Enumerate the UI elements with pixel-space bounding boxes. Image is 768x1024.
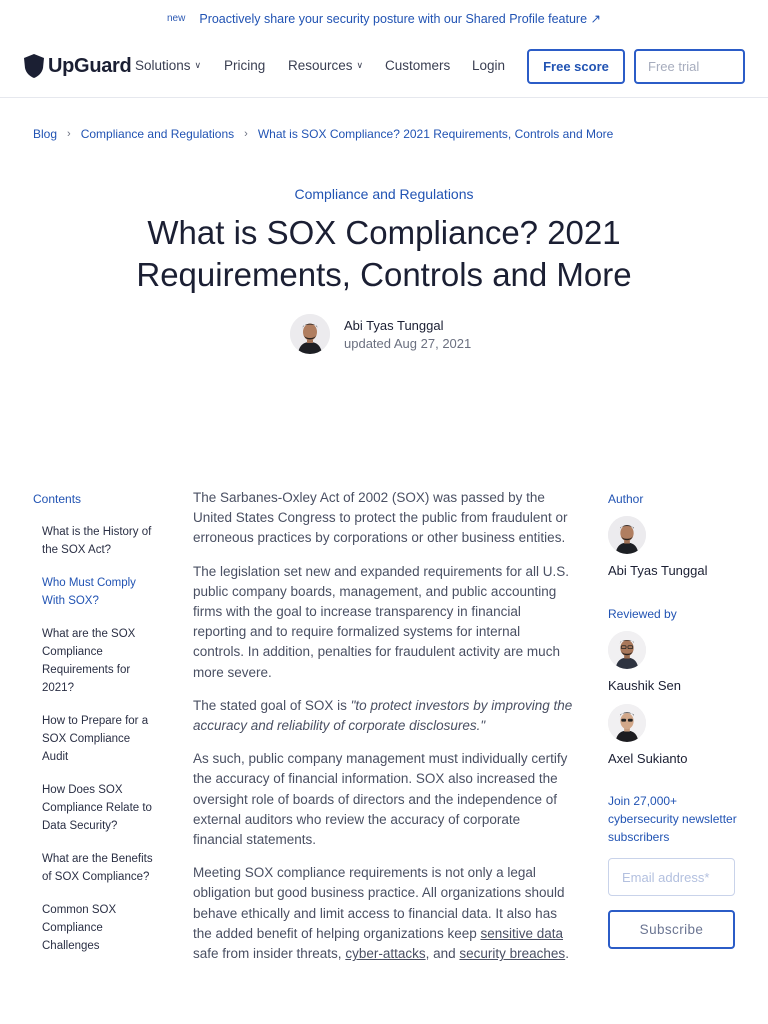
reviewed-by-label: Reviewed by	[608, 607, 677, 621]
sox-goal-quote: "to protect investors by improving the accuracy and reliability of corporate disclosures."	[193, 697, 573, 734]
sidebar-author-name: Abi Tyas Tunggal	[608, 563, 708, 578]
article-category[interactable]: Compliance and Regulations	[294, 186, 474, 202]
announcement-tag: new	[167, 12, 186, 24]
email-field[interactable]	[608, 858, 735, 896]
nav-resources[interactable]	[288, 58, 363, 73]
nav-solutions[interactable]	[135, 58, 201, 73]
paragraph-text: Meeting SOX compliance requirements is not only a legal obligation but good business practice. All organizations should behave ethically and limit access to financial data. It also has the added benefit of helping organizations keep	[193, 865, 565, 941]
paragraph: The Sarbanes-Oxley Act of 2002 (SOX) was passed by the United States Congress to protect the public from fraudulent or erroneous practices by corporations or other business entities.	[193, 490, 568, 546]
article-body	[193, 488, 573, 977]
breadcrumb-category[interactable]: Compliance and Regulations	[80, 127, 235, 141]
nav-solutions-label: Solutions	[135, 58, 191, 73]
breadcrumb	[33, 127, 613, 141]
author-byline	[290, 314, 471, 354]
logo-text: UpGuard	[48, 54, 132, 77]
toc-item-data-security[interactable]: How Does SOX Compliance Relate to Data Security?	[42, 784, 152, 832]
paragraph: The legislation set new and expanded requirements for all U.S. public company boards, management, and public accounting firms with the goal to increase transparency in financial reporting and to require formalized systems for internal controls. In addition, penalties for fraudulent activity are much more severe.	[193, 563, 569, 680]
reviewer-kaushik[interactable]	[608, 631, 748, 693]
reviewer-name: Kaushik Sen	[608, 678, 681, 693]
avatar	[608, 704, 646, 742]
upguard-shield-logo-icon	[22, 53, 46, 79]
nav-pricing[interactable]	[224, 58, 265, 73]
cyber-attacks-link[interactable]: cyber-attacks	[345, 946, 426, 962]
main-navigation	[0, 36, 768, 98]
nav-resources-label: Resources	[288, 58, 353, 73]
paragraph-text: The stated goal of SOX is	[193, 697, 351, 713]
security-breaches-link[interactable]: security breaches	[459, 946, 566, 962]
subscribe-button[interactable]: Subscribe	[608, 910, 735, 949]
nav-login[interactable]	[472, 58, 505, 73]
chevron-right-icon: ›	[67, 128, 71, 140]
updated-date: updated Aug 27, 2021	[344, 335, 472, 351]
avatar	[608, 516, 646, 554]
breadcrumb-blog[interactable]: Blog	[33, 127, 58, 141]
announcement-link[interactable]: Proactively share your security posture with our Shared Profile feature ↗	[199, 11, 601, 26]
upguard-logo[interactable]	[22, 53, 131, 79]
chevron-down-icon: ∨	[356, 60, 364, 70]
author-label: Author	[608, 492, 644, 506]
table-of-contents	[33, 492, 153, 970]
free-trial-button[interactable]: Free trial	[634, 49, 745, 84]
reviewer-axel[interactable]	[608, 704, 748, 766]
paragraph	[193, 863, 573, 964]
paragraph-text: , and	[425, 946, 460, 962]
toc-item-benefits[interactable]: What are the Benefits of SOX Compliance?	[42, 853, 153, 883]
paragraph	[193, 696, 573, 736]
nav-customers[interactable]	[385, 58, 450, 73]
chevron-down-icon: ∨	[194, 60, 202, 70]
author-name[interactable]: Abi Tyas Tunggal	[344, 317, 444, 333]
sensitive-data-link[interactable]: sensitive data	[480, 925, 564, 941]
breadcrumb-current[interactable]: What is SOX Compliance? 2021 Requirements, Controls and More	[257, 127, 614, 141]
paragraph: As such, public company management must individually certify the accuracy of financial information. SOX also increased the oversight role of boards of directors and the independence of external auditors who review the accuracy of corporate financial statements.	[193, 751, 568, 848]
announcement-bar	[0, 0, 768, 36]
nav-pricing-label: Pricing	[224, 58, 266, 73]
sidebar-author[interactable]	[608, 516, 748, 578]
toc-item-who-must-comply[interactable]: Who Must Comply With SOX?	[42, 577, 136, 607]
free-score-button[interactable]: Free score	[527, 49, 625, 84]
nav-customers-label: Customers	[385, 58, 451, 73]
toc-title: Contents	[33, 492, 82, 506]
article-sidebar	[608, 492, 748, 949]
reviewer-name: Axel Sukianto	[608, 751, 688, 766]
toc-item-requirements[interactable]: What are the SOX Compliance Requirements for 2021?	[42, 628, 136, 694]
paragraph-text: .	[565, 946, 569, 962]
toc-item-prepare-audit[interactable]: How to Prepare for a SOX Compliance Audit	[42, 715, 149, 763]
toc-item-history[interactable]: What is the History of the SOX Act?	[42, 526, 152, 556]
paragraph-text: safe from insider threats,	[193, 946, 346, 962]
avatar	[290, 314, 330, 354]
nav-login-label: Login	[472, 58, 506, 73]
toc-item-challenges[interactable]: Common SOX Compliance Challenges	[42, 904, 117, 952]
chevron-right-icon: ›	[244, 128, 248, 140]
newsletter-text: Join 27,000+ cybersecurity newsletter subscribers	[608, 794, 737, 844]
page-title: What is SOX Compliance? 2021 Requirements, Controls and More	[136, 214, 632, 293]
avatar	[608, 631, 646, 669]
